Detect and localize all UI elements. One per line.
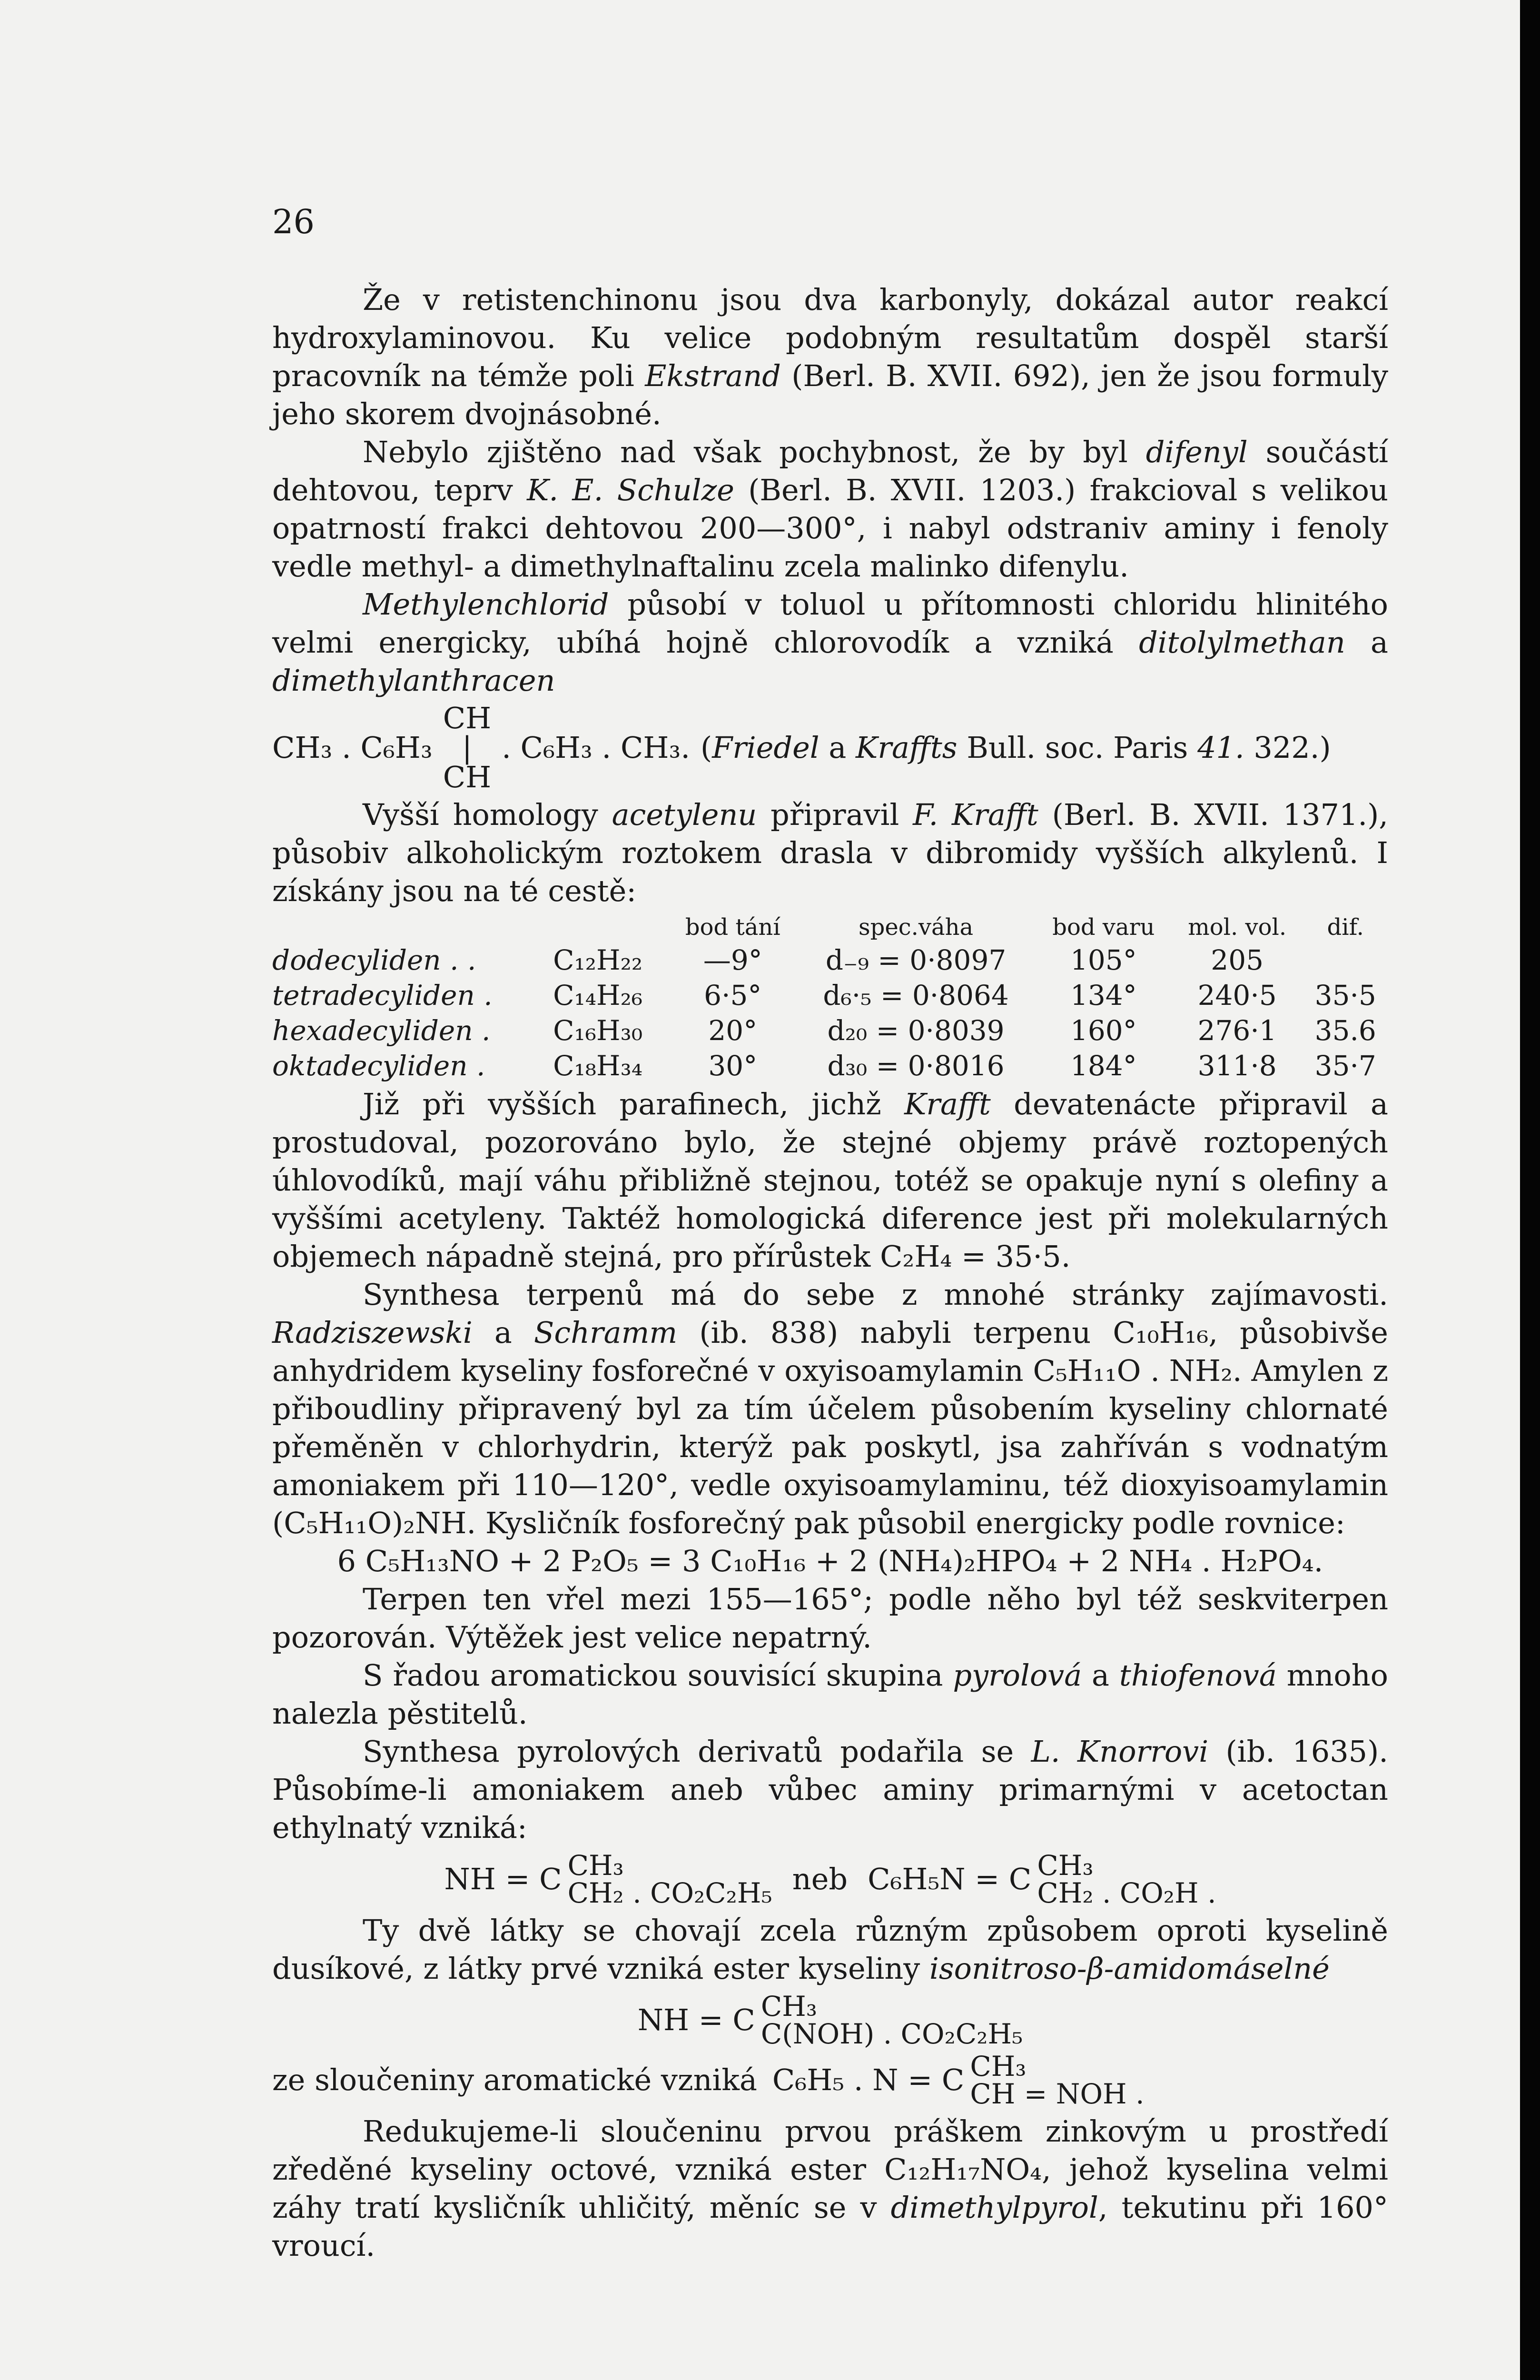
column-header: spec.váha	[858, 914, 974, 941]
paragraph	[272, 796, 1388, 910]
italic-run: Schramm	[533, 1315, 678, 1350]
text-run: (Berl. B. XVII. 1203.) frakcioval s velikou opatrností frakci dehtovou 200—300°, i nabyl odstraniv aminy i fenoly vedle methyl- a dimethylnaftalinu zcela malinko difenylu.	[272, 473, 1388, 584]
text-run: Redukujeme-li sloučeninu prvou práškem zinkovým u prostředí zředěné kyseliny octové, vzniká ester C₁₂H₁₇NO₄, jehož kyselina velmi záhy tratí kysličník uhličitý, měníc se v	[272, 2114, 1388, 2225]
formula-bar: |	[462, 730, 472, 765]
paragraph	[272, 433, 1388, 585]
text-run: Již při vyšších parafinech, jichž	[363, 1087, 905, 1121]
specific-gravity: d₋₉ = 0·8097	[825, 944, 1007, 976]
difference: 35·5	[1314, 979, 1376, 1012]
text-run: Nebylo zjištěno nad však pochybnost, že by byl	[363, 435, 1146, 469]
italic-run: Friedel	[712, 730, 819, 765]
text-run: mnoho nalezla pěstitelů.	[272, 1658, 1388, 1731]
table-row	[272, 1048, 1388, 1083]
italic-run: ditolylmethan	[1139, 625, 1345, 660]
boiling-point: 105°	[1070, 944, 1137, 976]
chem-branch-top: CH₃	[760, 1990, 818, 2023]
molar-volume: 240·5	[1197, 979, 1277, 1012]
text-run: připravil	[757, 797, 913, 832]
chem-connector: neb	[792, 1862, 848, 1896]
compound-name: oktadecyliden .	[272, 1050, 485, 1082]
column-header: bod tání	[685, 914, 780, 941]
scan-edge	[1520, 0, 1540, 2380]
text-run: působí v toluol u přítomnosti chloridu hlinitého velmi energicky, ubíhá hojně chlorovodík a vzniká	[272, 587, 1388, 660]
molar-volume: 205	[1211, 944, 1264, 976]
italic-run: K. E. Schulze	[527, 473, 734, 507]
text-run: součástí dehtovou, teprv	[272, 435, 1388, 507]
text-run: (ib. 1635). Působíme-li amoniakem aneb vůbec aminy primarnými v acetoctan ethylnatý vzniká:	[272, 1734, 1389, 1845]
compound-name: hexadecyliden .	[272, 1014, 491, 1047]
compound-name: tetradecyliden .	[272, 979, 493, 1012]
text-run: Vyšší homology	[363, 797, 612, 832]
table-row	[272, 978, 1388, 1013]
formula-left: CH₃ . C₆H₃	[272, 730, 433, 765]
formula-bridge	[443, 701, 492, 794]
column-header: mol. vol.	[1188, 914, 1287, 941]
text-run: S řadou aromatickou souvisící skupina	[363, 1658, 953, 1693]
acetylene-homologues-table	[272, 912, 1388, 1083]
difference	[1303, 1013, 1388, 1083]
italic-run: Methylenchlorid	[363, 587, 609, 622]
paragraph	[272, 1656, 1388, 1733]
chem-formula-isonitroso	[272, 1990, 1388, 2050]
column-header: dif.	[1327, 914, 1364, 941]
column-header: bod varu	[1052, 914, 1155, 941]
text-run: Synthesa pyrolových derivatů podařila se	[363, 1734, 1031, 1769]
chem-branch	[567, 1849, 772, 1909]
text-run: Bull. soc. Paris	[957, 730, 1198, 765]
compound-name: dodecyliden . .	[272, 944, 476, 976]
text-run: (Berl. B. XVII. 1371.), působiv alkoholickým roztokem drasla v dibromidy vyšších alkylenů. I získány jsou na té cestě:	[272, 797, 1389, 908]
chem-branch	[760, 1990, 1023, 2050]
chem-left: NH = C	[444, 1862, 562, 1896]
difference-value: 35.6	[1314, 1014, 1376, 1047]
italic-run: F. Krafft	[913, 797, 1038, 832]
chem-branch-bottom: CH = NOH .	[970, 2078, 1145, 2110]
chem-branch-top: CH₃	[970, 2050, 1027, 2082]
formula-dimethylanthracen	[272, 701, 1388, 794]
paragraph	[272, 1580, 1388, 1656]
italic-run: L. Knorrovi	[1031, 1734, 1209, 1769]
text-run: (ib. 838) nabyli terpenu C₁₀H₁₆, působivše anhydridem kyseliny fosforečné v oxyisoamylamin C₅H₁₁O . NH₂. Amylen z přiboudliny připravený byl za tím účelem působením kyseliny chlornaté přeměněn v chlorhydrin, kterýž pak poskytl, jsa zahříván s vodnatým amoniakem při 110—120°, vedle oxyisoamylaminu, též dioxyisoamylamin (C₅H₁₁O)₂NH. Kysličník fosforečný pak působil energicky podle rovnice:	[272, 1315, 1388, 1540]
paragraph	[272, 1912, 1388, 1988]
specific-gravity: d₃₀ = 0·8016	[827, 1050, 1005, 1082]
italic-run: thiofenová	[1119, 1658, 1277, 1693]
italic-run: Krafft	[904, 1087, 991, 1121]
paragraph	[272, 585, 1388, 700]
chem-left: NH = C	[637, 2003, 755, 2037]
paragraph	[272, 2112, 1388, 2265]
chem-branch	[1037, 1849, 1216, 1909]
text-run: 322.)	[1244, 730, 1331, 765]
formula-top: CH	[443, 701, 492, 735]
body-text	[272, 281, 1388, 2265]
compound-formula: C₁₈H₃₄	[553, 1050, 643, 1082]
chem-branch-bottom: CH₂ . CO₂C₂H₅	[567, 1877, 772, 1909]
paragraph	[272, 1276, 1388, 1542]
molar-volume: 276·1	[1197, 1014, 1277, 1047]
chem-formula-pair	[272, 1849, 1388, 1909]
compound-formula: C₁₂H₂₂	[553, 944, 643, 976]
italic-run: dimethylpyrol	[890, 2190, 1098, 2225]
text-run: Že v retistenchinonu jsou dva karbonyly, dokázal autor reakcí hydroxylaminovou. Ku velice podobným resultatům dospěl starší pracovník na témže poli	[272, 282, 1388, 393]
compound-formula: C₁₆H₃₀	[553, 1014, 643, 1047]
equation: 6 C₅H₁₃NO + 2 P₂O₅ = 3 C₁₀H₁₆ + 2 (NH₄)₂HPO₄ + 2 NH₄ . H₂PO₄.	[337, 1544, 1323, 1578]
table-row	[272, 942, 1388, 978]
specific-gravity: d₂₀ = 0·8039	[827, 1014, 1005, 1047]
formula-reference	[701, 729, 1331, 767]
italic-run: dimethylanthracen	[272, 663, 555, 698]
page-number: 26	[272, 202, 315, 241]
text-run: (	[701, 730, 712, 765]
compound-formula: C₁₄H₂₆	[553, 979, 643, 1012]
text-run: Terpen ten vřel mezi 155—165°; podle něho byl též seskviterpen pozorován. Výtěžek jest velice nepatrný.	[272, 1582, 1388, 1655]
italic-run: Ekstrand	[645, 358, 781, 393]
molar-volume: 311·8	[1197, 1050, 1277, 1082]
italic-run: Radziszewski	[272, 1315, 473, 1350]
melting-point: 30°	[708, 1050, 758, 1082]
italic-run: acetylenu	[612, 797, 757, 832]
table-header-row	[272, 912, 1388, 942]
italic-run: difenyl	[1145, 435, 1248, 469]
column-header	[549, 912, 669, 942]
text-run: (Berl. B. XVII. 692), jen že jsou formuly jeho skorem dvojnásobné.	[272, 358, 1388, 431]
paragraph	[272, 281, 1388, 433]
chem-branch-bottom: C(NOH) . CO₂C₂H₅	[760, 2018, 1023, 2050]
chem-lead: ze sloučeniny aromatické vzniká	[272, 2063, 757, 2097]
melting-point: 6·5°	[704, 979, 762, 1012]
formula-right: . C₆H₃ . CH₃.	[502, 730, 691, 765]
boiling-point: 134°	[1070, 979, 1137, 1012]
chem-branch-bottom: CH₂ . CO₂H .	[1037, 1877, 1216, 1909]
difference-value: 35·7	[1314, 1050, 1376, 1082]
chem-formula-aromatic	[272, 2050, 1388, 2110]
text-run: Synthesa terpenů má do sebe z mnohé stránky zajímavosti.	[363, 1277, 1388, 1312]
chem-left: C₆H₅ . N = C	[772, 2063, 965, 2097]
melting-point: —9°	[703, 944, 762, 976]
text-run: a	[472, 1315, 534, 1350]
table-row	[272, 1013, 1388, 1048]
italic-run: pyrolová	[953, 1658, 1082, 1693]
paragraph	[272, 1733, 1388, 1847]
text-run: devatenácte připravil a prostudoval, pozorováno bylo, že stejné objemy právě roztopených úhlovodíků, mají váhu přibližně stejnou, totéž se opakuje nyní s olefiny a vyššími acetyleny. Taktéž homologická diference jest při molekularných objemech nápadně stejná, pro přírůstek C₂H₄ = 35·5.	[272, 1087, 1388, 1274]
text-run: Ty dvě látky se chovají zcela různým způsobem oproti kyselině dusíkové, z látky prvé vzniká ester kyseliny	[272, 1913, 1388, 1986]
text-run: a	[1345, 625, 1389, 660]
italic-run: isonitroso-β-amidomáselné	[929, 1951, 1330, 1986]
italic-run: Kraffts	[856, 730, 958, 765]
melting-point: 20°	[708, 1014, 758, 1047]
chem-left: C₆H₅N = C	[868, 1862, 1032, 1896]
italic-run: 41.	[1197, 730, 1244, 765]
paragraph	[272, 1085, 1388, 1276]
specific-gravity: d₆·₅ = 0·8064	[823, 979, 1009, 1012]
text-run: , tekutinu při 160° vroucí.	[272, 2190, 1388, 2263]
formula-bottom: CH	[443, 760, 492, 794]
text-run: a	[819, 730, 856, 765]
column-header	[272, 912, 549, 942]
chem-branch	[970, 2050, 1145, 2110]
chem-branch-top: CH₃	[1037, 1849, 1094, 1882]
boiling-point: 160°	[1070, 1014, 1137, 1047]
boiling-point: 184°	[1070, 1050, 1137, 1082]
text-run: a	[1082, 1658, 1119, 1693]
chem-branch-top: CH₃	[567, 1849, 624, 1882]
